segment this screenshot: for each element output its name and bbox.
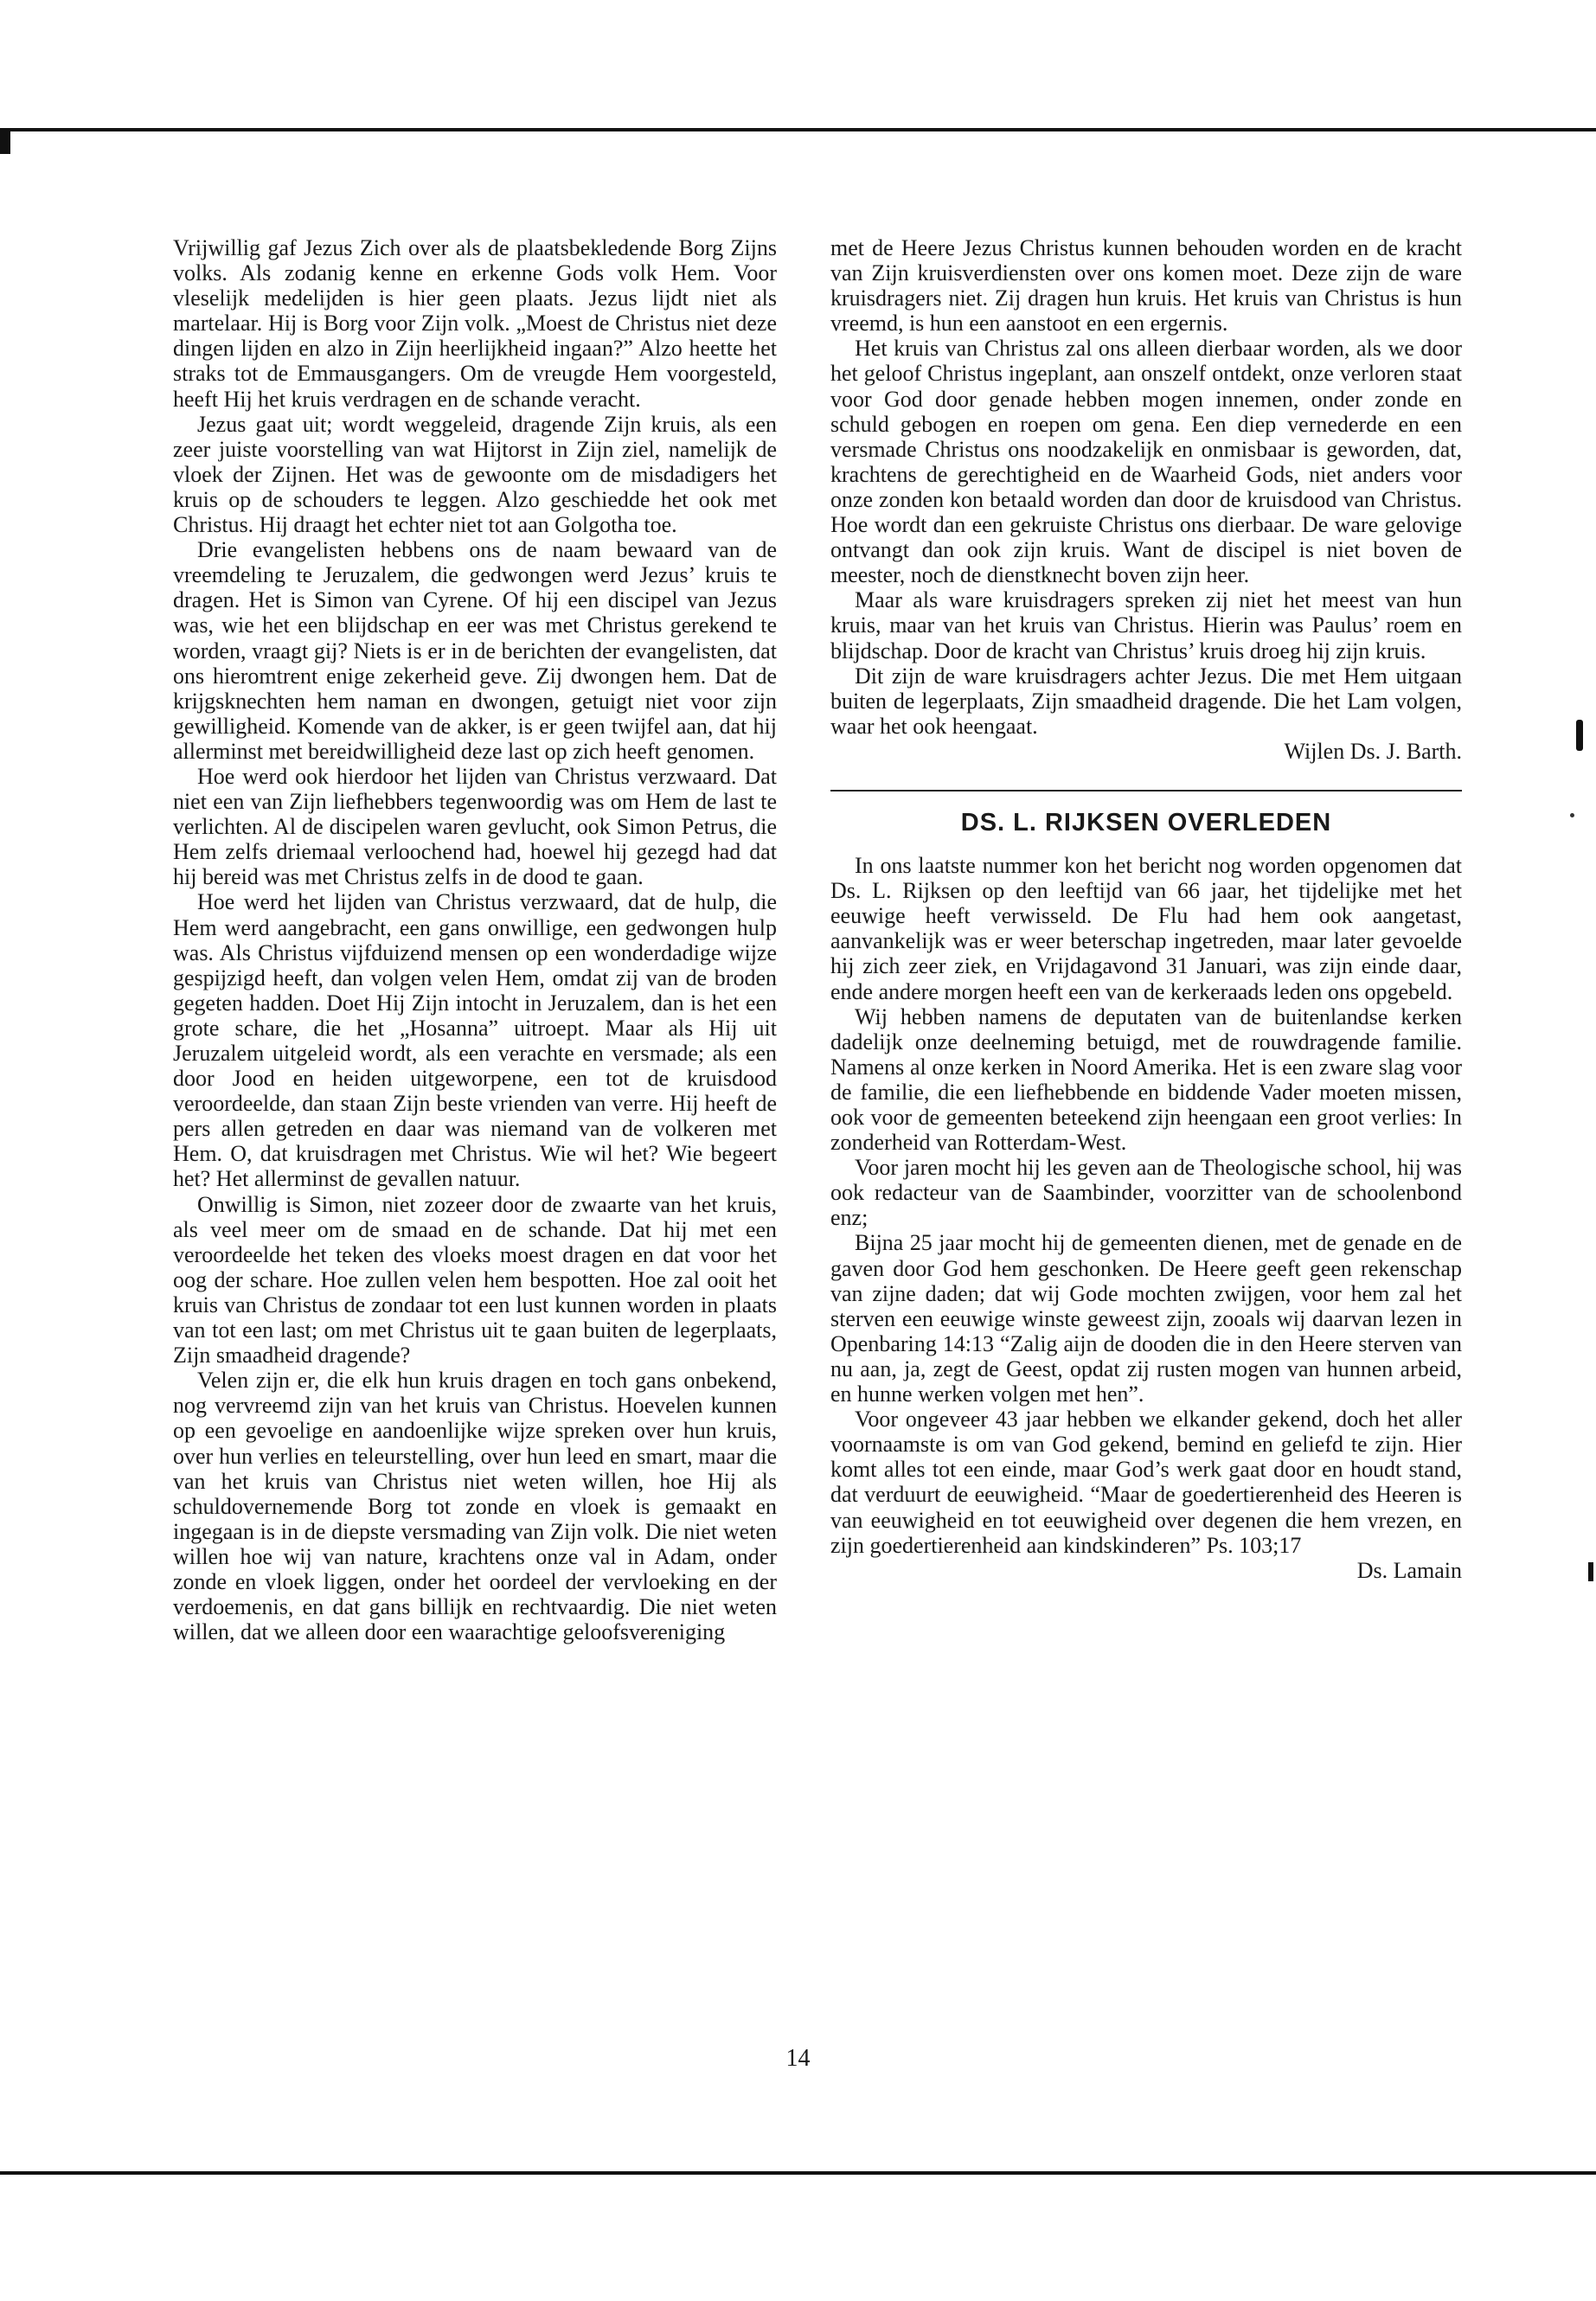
bottom-border-rule	[0, 2171, 1596, 2175]
left-paragraph-5: Hoe werd het lijden van Christus verzwaard, dat de hulp, die Hem werd aangebracht, een gans onwillige, een gedwongen hulp was. Als Christus vijfduizend mensen op een wonderdadige wijze gespijzigd heeft, dan volgen velen Hem, omdat zij van de broden gegeten hadden. Doet Hij Zijn intocht in Jeruzalem, dan is het een grote schare, die het „Hosanna” uitroept. Maar als Hij uit Jeruzalem uitgeleid wordt, als een verachte en versmade; als een door Jood en heiden uitgeworpene, een tot de kruisdood veroordeelde, dan staan Zijn beste vrienden van verre. Hij heeft de pers allen getreden en daar was niemand van de volkeren met Hem. O, dat kruisdragen met Christus. Wie wil het? Wie begeert het? Het allerminst de gevallen natuur.	[173, 889, 777, 1192]
scan-margin-mark	[1576, 720, 1583, 751]
obituary-paragraph-5: Voor ongeveer 43 jaar hebben we elkander gekend, doch het aller voornaamste is om van God gekend, bemind en geliefd te zijn. Hier komt alles tot een einde, maar God’s werk gaat door en houdt stand, dat verduurt de eeuwigheid. “Maar de goedertierenheid des Heeren is van eeuwigheid en tot eeuwigheid over degenen die hem vrezen, en zijn goedertierenheid aan kindskinderen” Ps. 103;17	[830, 1407, 1462, 1558]
page-number: 14	[785, 2045, 811, 2072]
section-divider	[830, 790, 1462, 792]
scan-margin-mark-lower	[1588, 1562, 1593, 1581]
obituary-paragraph-1: In ons laatste nummer kon het bericht nog worden opgenomen dat Ds. L. Rijksen op den leeftijd van 66 jaar, het tijdelijke met het eeuwige heeft verwisseld. De Flu had hem ook aangetast, aanvankelijk was er weer beterschap ingetreden, maar later gevoelde hij zich zeer ziek, en Vrijdagavond 31 Januari, was zijn einde daar, ende andere morgen heeft een van de kerkeraads leden ons opgebeld.	[830, 853, 1462, 1004]
left-paragraph-2: Jezus gaat uit; wordt weggeleid, dragende Zijn kruis, als een zeer juiste voorstelling van wat Hijtorst in Zijn ziel, namelijk de vloek der Zijnen. Het was de gewoonte om de misdadigers het kruis op de schouders te leggen. Alzo geschiedde het ook met Christus. Hij draagt het echter niet tot aan Golgotha toe.	[173, 411, 777, 538]
right-paragraph-2: Het kruis van Christus zal ons alleen dierbaar worden, als we door het geloof Christus ingeplant, aan onszelf ontdekt, onze verloren staat voor God door genade hebben mogen innemen, onder zonde en schuld gebogen en roepen om gena. Een diep vernederde en een versmade Christus ons noodzakelijk en onmisbaar is geworden, dat, krachtens de gerechtigheid en de Waarheid Gods, niet anders voor onze zonden kon betaald worden dan door de kruisdood van Christus. Hoe wordt dan een gekruiste Christus ons dierbaar. De ware gelovige ontvangt dan ook zijn kruis. Want de discipel is niet boven de meester, noch de dienstknecht boven zijn heer.	[830, 336, 1462, 588]
left-paragraph-1: Vrijwillig gaf Jezus Zich over als de plaatsbekledende Borg Zijns volks. Als zodanig kenne en erkenne Gods volk Hem. Voor vleselijk medelijden is hier geen plaats. Jezus lijdt niet als martelaar. Hij is Borg voor Zijn volk. „Moest de Christus niet deze dingen lijden en alzo in Zijn heerlijkheid ingaan?” Alzo heette het straks tot de Emmausgangers. Om de vreugde Hem voorgesteld, heeft Hij het kruis verdragen en de schande veracht.	[173, 235, 777, 412]
obituary-heading: DS. L. RIJKSEN OVERLEDEN	[960, 808, 1332, 836]
right-column	[830, 235, 1462, 1583]
right-paragraph-3: Maar als ware kruisdragers spreken zij niet het meest van hun kruis, maar van het kruis van Christus. Hierin was Paulus’ roem en blijdschap. Door de kracht van Christus’ kruis droeg hij zijn kruis.	[830, 587, 1462, 663]
left-paragraph-6: Onwillig is Simon, niet zozeer door de zwaarte van het kruis, als veel meer om de smaad en de schande. Dat hij met een veroordeelde het teken des vloeks moest dragen en dat voor het oog der schare. Hoe zullen velen hem bespotten. Hoe zal ooit het kruis van Christus de zondaar tot een lust kunnen worden in plaats van tot een last; om met Christus uit te gaan buiten de legerplaats, Zijn smaadheid dragende?	[173, 1191, 777, 1368]
scan-border-left-mark	[0, 128, 10, 154]
obituary-paragraph-4: Bijna 25 jaar mocht hij de gemeenten dienen, met de genade en de gaven door God hem geschonken. De Heere geeft geen rekenschap van zijne daden; dat wij Gode mochten zwijgen, voor hem zal het sterven een eeuwige winste geweest zijn, zooals wij daarvan lezen in Openbaring 14:13 “Zalig aijn de dooden die in den Heere sterven van nu aan, ja, zegt de Geest, opdat zij rusten mogen van hunnen arbeid, en hunne werken volgen met hen”.	[830, 1230, 1462, 1407]
obituary-signature: Ds. Lamain	[1356, 1557, 1462, 1583]
left-paragraph-3: Drie evangelisten hebbens ons de naam bewaard van de vreemdeling te Jeruzalem, die gedwongen werd Jezus’ kruis te dragen. Het is Simon van Cyrene. Of hij een discipel van Jezus was, wie het een blijdschap en eer was met Christus gerekend te worden, vraagt gij? Niets is er in de berichten der evangelisten, dat ons hieromtrent enige zekerheid geve. Zij dwongen hem. Dat de krijgsknechten hem naman en dwongen, getuigt niet voor zijn gewilligheid. Komende van de akker, is er geen twijfel aan, dat hij allerminst met bereidwilligheid deze last op zich heeft genomen.	[173, 537, 777, 764]
obituary-paragraph-3: Voor jaren mocht hij les geven aan de Theologische school, hij was ook redacteur van de Saambinder, voorzitter van de schoolenbond enz;	[830, 1155, 1462, 1231]
top-border-rule	[10, 128, 1596, 131]
right-paragraph-4: Dit zijn de ware kruisdragers achter Jezus. Die met Hem uitgaan buiten de legerplaats, Zijn smaadheid dragende. Die het Lam volgen, waar het ook heengaat.	[830, 663, 1462, 739]
obituary-paragraph-2: Wij hebben namens de deputaten van de buitenlandse kerken dadelijk onze deelneming betuigd, met de rouwdragende familie. Namens al onze kerken in Noord Amerika. Het is een zware slag voor de familie, die een liefhebbende en biddende Vader moeten missen, ook voor de gemeenten beteekend zijn heengaan een groot verlies: In zonderheid van Rotterdam-West.	[830, 1003, 1462, 1156]
left-paragraph-7: Velen zijn er, die elk hun kruis dragen en toch gans onbekend, nog vervreemd zijn van het kruis van Christus. Hoevelen kunnen op een gevoelige en aandoenlijke wijze spreken over hun kruis, over hun verlies en teleurstelling, over hun leed en smart, maar die van het kruis van Christus niet weten willen, hoe Hij als schuldovernemende Borg tot zonde en vloek is gemaakt en ingegaan is in de diepste versmading van Zijn volk. Die niet weten willen hoe wij van nature, krachtens onze val in Adam, onder zonde en vloek liggen, onder het oordeel der vervloeking en der verdoemenis, en dat gans billijk en rechtvaardig. Die niet weten willen, dat we alleen door een waarachtige geloofsvereniging	[173, 1368, 777, 1645]
article-signature: Wijlen Ds. J. Barth.	[1284, 738, 1462, 764]
left-column	[173, 235, 777, 1644]
right-paragraph-1: met de Heere Jezus Christus kunnen behouden worden en de kracht van Zijn kruisverdiensten over ons komen moet. Deze zijn de ware kruisdragers niet. Zij dragen hun kruis. Het kruis van Christus is hun vreemd, is hun een aanstoot en een ergernis.	[830, 235, 1462, 336]
left-paragraph-4: Hoe werd ook hierdoor het lijden van Christus verzwaard. Dat niet een van Zijn liefhebbers tegenwoordig was om Hem de last te verlichten. Al de discipelen waren gevlucht, ook Simon Petrus, die Hem zelfs driemaal verloochend had, hoewel hij gezegd had dat hij bereid was met Christus zelfs in de dood te gaan.	[173, 763, 777, 890]
scan-margin-dot	[1570, 813, 1574, 817]
